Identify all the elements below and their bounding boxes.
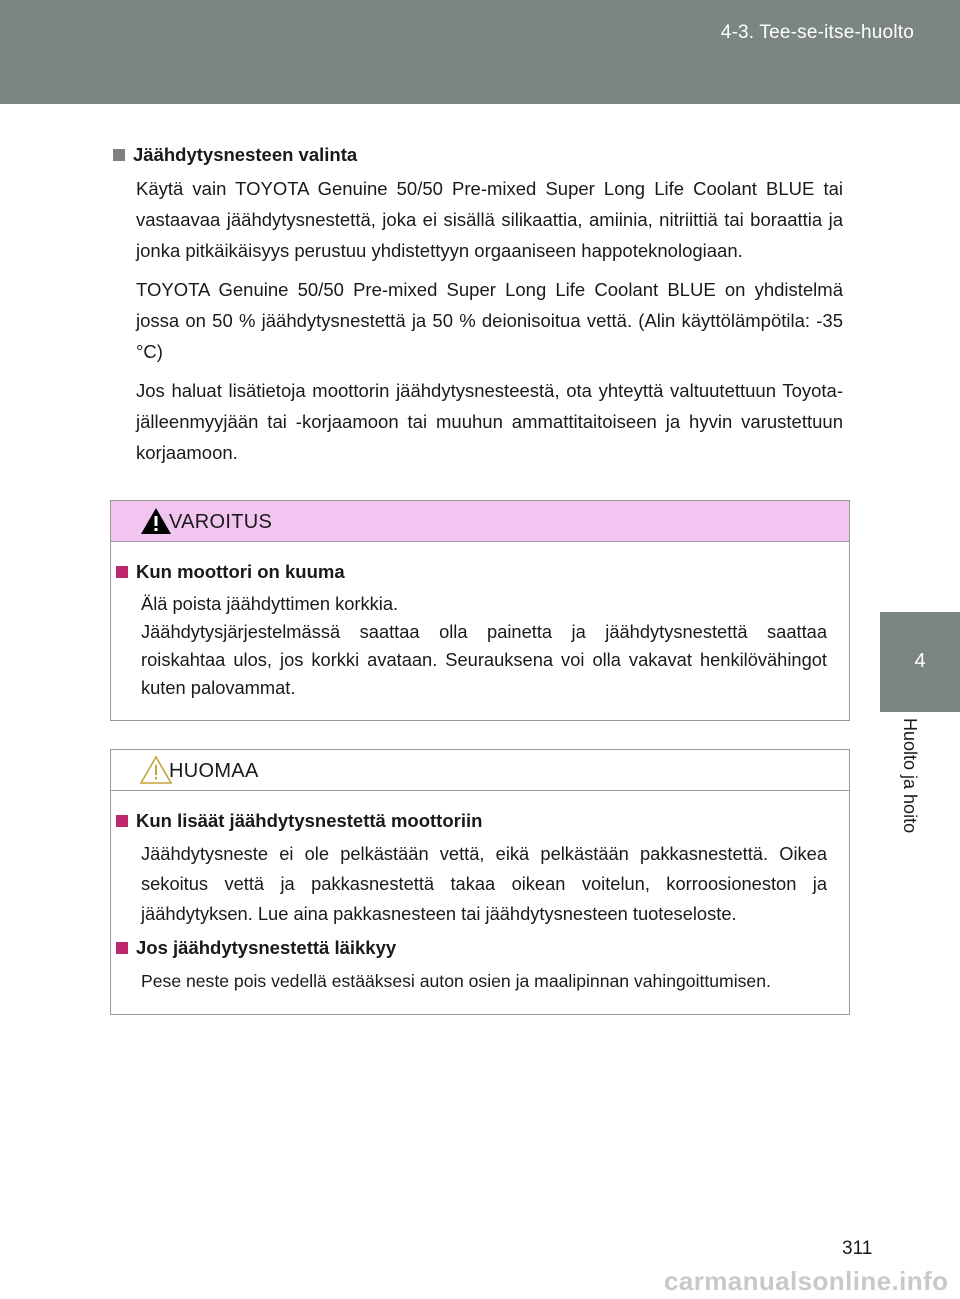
notice-title: HUOMAA (169, 760, 259, 782)
page-number: 311 (842, 1238, 873, 1259)
paragraph: Jos haluat lisätietoja moottorin jäähdytysnesteestä, ota yhteyttä valtuutettuun Toyota-jälleenmyyjään tai -korjaamoon tai muuhun ammattitaitoiseen ja hyvin varustettuun korjaamoon. (136, 380, 843, 463)
header-bar (0, 0, 960, 104)
warning-body (111, 542, 849, 716)
bullet-square-icon (116, 815, 128, 827)
warning-text: Jäähdytysjärjestelmässä saattaa olla painetta ja jäähdytysnestettä saattaa roiskahtaa ulos, jos korkki avataan. Seurauksena voi olla vakavat henkilövähingot kuten palovammat. (141, 621, 827, 698)
paragraph: TOYOTA Genuine 50/50 Pre-mixed Super Long Life Coolant BLUE on yhdistelmä jossa on 50 % jäähdytysnestettä ja 50 % deionisoitua vettä. (Alin käyttölämpötila: -35 °C) (136, 279, 843, 362)
chapter-tab (880, 612, 960, 712)
notice-text: Jäähdytysneste ei ole pelkästään vettä, eikä pelkästään pakkasnestettä. Oikea sekoitus vettä ja pakkasnestettä takaa oikean voitelun, korroosioneston ja jäähdytyksen. Lue aina pakkasnesteen tai jäähdytysnesteen tuoteseloste. (141, 843, 827, 924)
notice-heading-text: Kun lisäät jäähdytysnestettä moottoriin (136, 810, 483, 831)
notice-header (111, 750, 849, 791)
warning-header (111, 501, 849, 542)
warning-heading (116, 560, 827, 584)
chapter-label (893, 718, 933, 868)
bullet-square-icon (116, 942, 128, 954)
chapter-number: 4 (914, 650, 926, 672)
warning-triangle-icon (139, 506, 173, 536)
main-content (113, 142, 843, 468)
notice-body (111, 791, 849, 1010)
bullet-square-icon (116, 566, 128, 578)
bullet-square-icon (113, 149, 125, 161)
notice-heading (116, 809, 827, 833)
notice-heading (116, 936, 827, 960)
paragraph: Käytä vain TOYOTA Genuine 50/50 Pre-mixed Super Long Life Coolant BLUE tai vastaavaa jäähdytysnestettä, joka ei sisällä silikaattia, amiinia, nitriittiä tai boraattia ja jonka pitkäikäisyys perustuu yhdistettyyn orgaaniseen happoteknologiaan. (136, 178, 843, 261)
caution-triangle-icon (139, 755, 173, 785)
warning-heading-text: Kun moottori on kuuma (136, 561, 345, 582)
notice-text: Pese neste pois vedellä estääksesi auton osien ja maalipinnan vahingoittumisen. (141, 971, 771, 991)
section-title: 4-3. Tee-se-itse-huolto (720, 22, 914, 43)
notice-heading-text: Jos jäähdytysnestettä läikkyy (136, 937, 397, 958)
warning-line: Älä poista jäähdyttimen korkkia. (141, 593, 399, 614)
notice-box (110, 749, 850, 1015)
section-heading-text: Jäähdytysnesteen valinta (133, 144, 358, 165)
watermark: carmanualsonline.info (664, 1266, 949, 1296)
chapter-label-text: Huolto ja hoito (900, 718, 920, 834)
warning-box (110, 500, 850, 721)
section-heading (113, 142, 843, 168)
warning-title: VAROITUS (169, 511, 273, 533)
